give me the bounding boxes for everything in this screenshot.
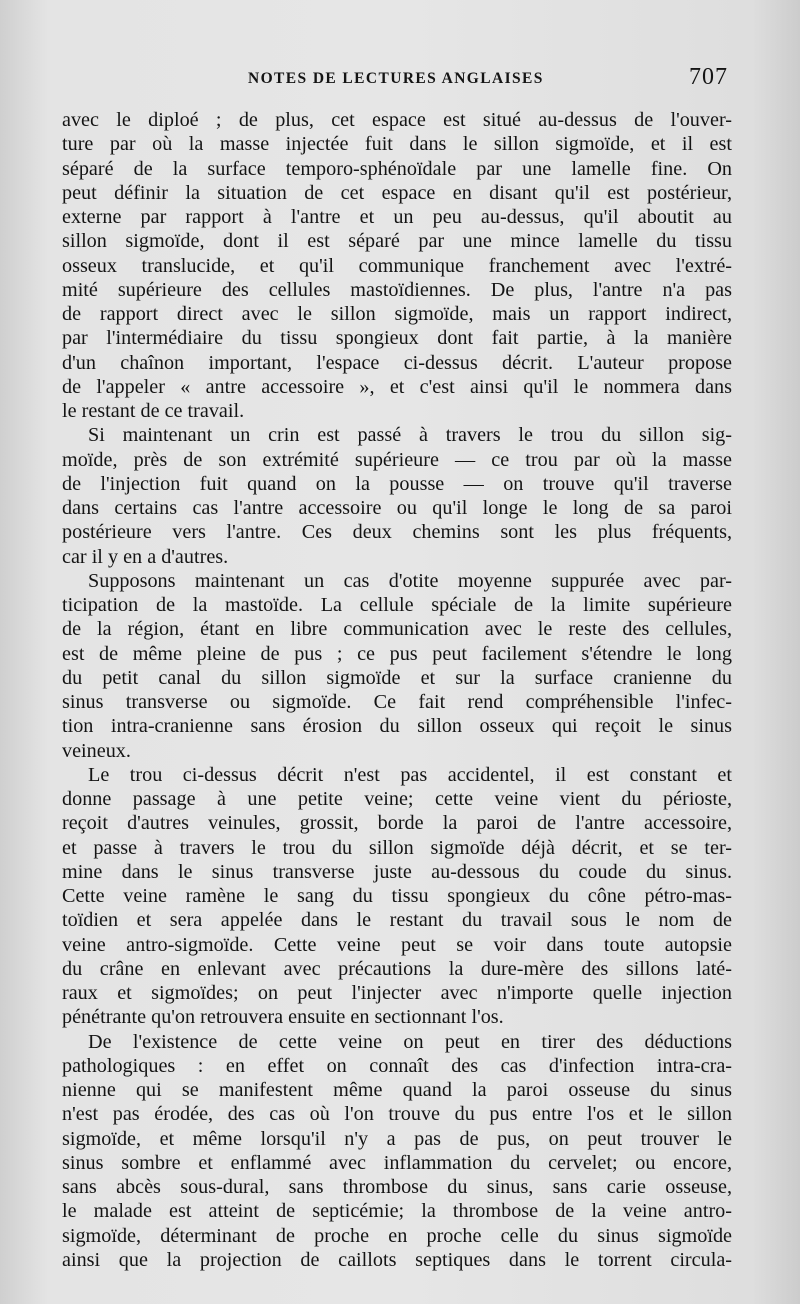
text-line: osseux translucide, et qu'il communique franchement avec l'extré- — [62, 254, 732, 277]
paragraph — [62, 423, 732, 569]
text-line: dans certains cas l'antre accessoire ou qu'il longe le long de sa paroi — [62, 497, 732, 519]
text-line: et passe à travers le trou du sillon sigmoïde déjà décrit, et se ter- — [62, 836, 732, 859]
text-line: sinus sombre et enflammé avec inflammation du cervelet; ou encore, — [62, 1151, 732, 1174]
text-line: le restant de ce travail. — [62, 400, 245, 422]
page-number: 707 — [689, 64, 728, 90]
text-line: Cette veine ramène le sang du tissu spongieux du cône pétro-mas- — [62, 885, 732, 907]
text-line: sinus transverse ou sigmoïde. Ce fait rend compréhensible l'infec- — [62, 691, 732, 713]
text-line: par l'intermédiaire du tissu spongieux dont fait partie, à la manière — [62, 327, 732, 350]
text-line: donne passage à une petite veine; cette veine vient du périoste, — [62, 788, 732, 810]
text-line: toïdien et sera appelée dans le restant du travail sous le nom de — [62, 909, 732, 932]
text-line: sans abcès sous-dural, sans thrombose du sinus, sans carie osseuse, — [62, 1176, 732, 1198]
text-line: ture par où la masse injectée fuit dans le sillon sigmoïde, et il est — [62, 133, 732, 156]
text-line: pathologiques : en effet on connaît des cas d'infection intra-cra- — [62, 1054, 732, 1077]
text-line: nienne qui se manifestent même quand la paroi osseuse du sinus — [62, 1079, 732, 1101]
text-line: moïde, près de son extrémité supérieure — ce trou par où la masse — [62, 448, 732, 471]
text-line: car il y en a d'autres. — [62, 545, 229, 568]
text-line: sillon sigmoïde, dont il est séparé par une mince lamelle du tissu — [62, 230, 732, 253]
body-text — [62, 108, 732, 1272]
text-line: externe par rapport à l'antre et un peu au-dessus, qu'il aboutit au — [62, 206, 732, 228]
text-line: Si maintenant un crin est passé à travers le trou du sillon sig- — [88, 424, 732, 447]
text-line: ainsi que la projection de caillots septiques dans le torrent circula- — [62, 1248, 732, 1271]
text-line: veineux. — [62, 739, 131, 762]
text-line: de l'injection fuit quand on la pousse — on trouve qu'il traverse — [62, 472, 732, 495]
text-line: reçoit d'autres veinules, grossit, borde la paroi de l'antre accessoire, — [62, 812, 732, 835]
text-line: du crâne en enlevant avec précautions la dure-mère des sillons laté- — [62, 957, 732, 980]
text-line: De l'existence de cette veine on peut en tirer des déductions — [88, 1030, 732, 1053]
text-line: raux et sigmoïdes; on peut l'injecter avec n'importe quelle injection — [62, 982, 732, 1004]
text-line: sigmoïde, et même lorsqu'il n'y a pas de pus, on peut trouver le — [62, 1127, 732, 1150]
text-line: Le trou ci-dessus décrit n'est pas accidentel, il est constant et — [88, 763, 732, 786]
paragraph — [62, 108, 732, 423]
text-line: n'est pas érodée, des cas où l'on trouve du pus entre l'os et le sillon — [62, 1103, 732, 1126]
text-line: peut définir la situation de cet espace en disant qu'il est postérieur, — [62, 181, 732, 204]
text-line: séparé de la surface temporo-sphénoïdale par une lamelle fine. On — [62, 157, 732, 180]
text-line: du petit canal du sillon sigmoïde et sur la surface cranienne du — [62, 666, 732, 689]
paragraph — [62, 1030, 732, 1273]
text-line: postérieure vers l'antre. Ces deux chemins sont les plus fréquents, — [62, 521, 732, 544]
text-line: de rapport direct avec le sillon sigmoïde, mais un rapport indirect, — [62, 303, 732, 325]
text-line: le malade est atteint de septicémie; la thrombose de la veine antro- — [62, 1200, 732, 1223]
paragraph — [62, 763, 732, 1030]
text-line: d'un chaînon important, l'espace ci-dessus décrit. L'auteur propose — [62, 351, 732, 374]
text-line: Supposons maintenant un cas d'otite moyenne suppurée avec par- — [88, 569, 732, 592]
text-line: de l'appeler « antre accessoire », et c'est ainsi qu'il le nommera dans — [62, 375, 732, 398]
text-line: mité supérieure des cellules mastoïdiennes. De plus, l'antre n'a pas — [62, 278, 732, 301]
text-line: ticipation de la mastoïde. La cellule spéciale de la limite supérieure — [62, 594, 732, 616]
paragraph — [62, 569, 732, 763]
text-line: sigmoïde, déterminant de proche en proche celle du sinus sigmoïde — [62, 1224, 732, 1247]
text-line: pénétrante qu'on retrouvera ensuite en sectionnant l'os. — [62, 1006, 504, 1029]
text-line: est de même pleine de pus ; ce pus peut facilement s'étendre le long — [62, 642, 732, 665]
text-line: tion intra-cranienne sans érosion du sillon osseux qui reçoit le sinus — [62, 715, 732, 738]
running-head: NOTES DE LECTURES ANGLAISES — [248, 70, 544, 87]
page-header — [62, 64, 730, 94]
text-line: veine antro-sigmoïde. Cette veine peut se voir dans toute autopsie — [62, 933, 732, 956]
text-line: avec le diploé ; de plus, cet espace est situé au-dessus de l'ouver- — [62, 109, 732, 131]
text-line: de la région, étant en libre communication avec le reste des cellules, — [62, 618, 732, 641]
text-line: mine dans le sinus transverse juste au-dessous du coude du sinus. — [62, 860, 732, 883]
